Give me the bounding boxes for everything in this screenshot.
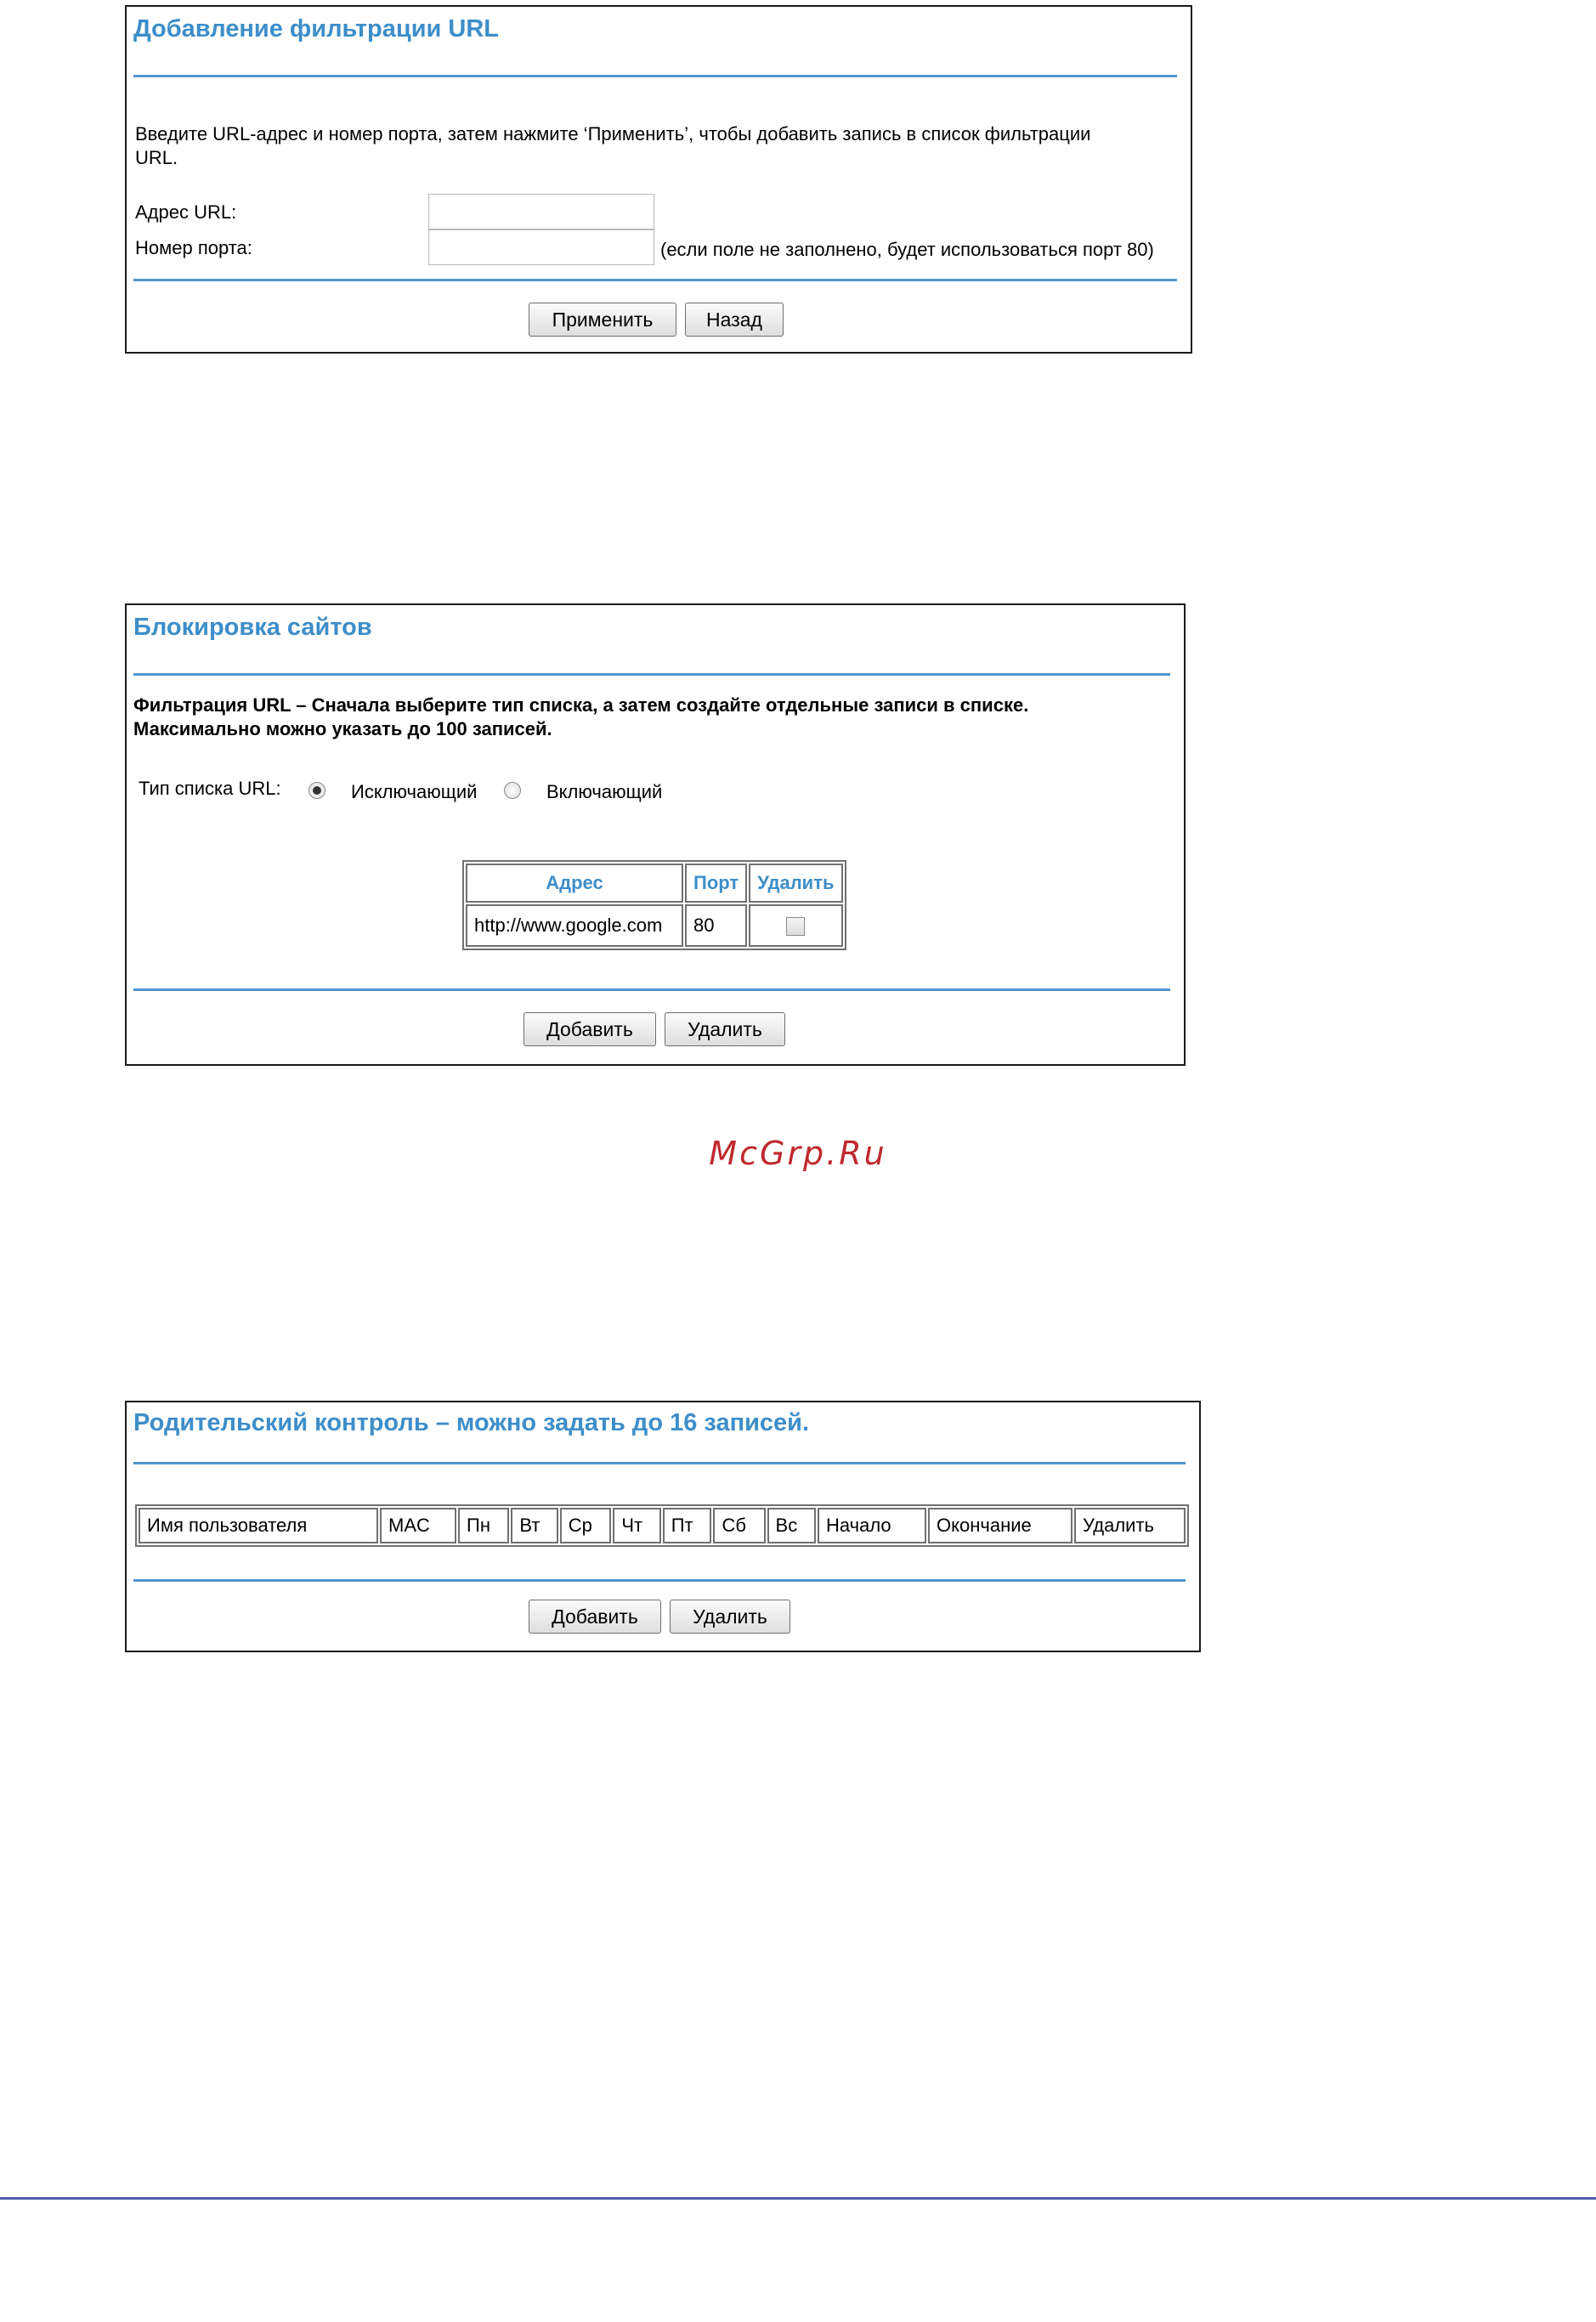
form-divider	[133, 279, 1177, 281]
back-button[interactable]: Назад	[685, 303, 784, 337]
url-label: Адрес URL:	[135, 201, 237, 223]
column-delete: Удалить	[749, 864, 842, 903]
parental-control-table	[135, 1504, 1189, 1547]
column-wed: Ср	[560, 1508, 612, 1543]
parental-control-panel	[125, 1401, 1201, 1652]
table-header-row	[466, 864, 843, 903]
url-address-cell: http://www.google.com	[466, 904, 683, 947]
column-delete: Удалить	[1074, 1508, 1186, 1543]
column-start: Начало	[818, 1508, 926, 1543]
filter-description: Фильтрация URL – Сначала выберите тип списка, а затем создайте отдельные записи в списке.	[133, 694, 1029, 716]
include-option-label[interactable]: Включающий	[546, 781, 663, 802]
exclude-option-label[interactable]: Исключающий	[351, 781, 478, 802]
delete-checkbox[interactable]	[786, 917, 805, 936]
url-input[interactable]	[428, 194, 654, 229]
table-divider	[133, 988, 1170, 991]
add-button[interactable]: Добавить	[529, 1600, 661, 1634]
delete-button[interactable]: Удалить	[670, 1600, 790, 1634]
title-divider	[133, 1462, 1186, 1464]
column-tue: Вт	[511, 1508, 557, 1543]
column-fri: Пт	[663, 1508, 712, 1543]
add-url-filter-panel	[125, 5, 1192, 354]
url-list-table	[462, 860, 846, 950]
column-username: Имя пользователя	[139, 1508, 378, 1543]
apply-button[interactable]: Применить	[529, 303, 676, 337]
column-end: Окончание	[928, 1508, 1072, 1543]
table-row	[466, 904, 843, 947]
site-blocking-panel	[125, 603, 1186, 1066]
add-button[interactable]: Добавить	[524, 1012, 656, 1046]
column-address: Адрес	[466, 864, 683, 903]
port-label: Номер порта:	[135, 237, 252, 258]
list-type-label: Тип списка URL:	[139, 778, 281, 799]
port-hint: (если поле не заполнено, будет использоваться порт 80)	[660, 239, 1154, 260]
url-delete-cell	[749, 904, 842, 947]
include-radio[interactable]	[504, 782, 521, 799]
column-thu: Чт	[613, 1508, 660, 1543]
title-divider	[133, 75, 1177, 77]
url-port-cell: 80	[685, 904, 747, 947]
table-divider	[133, 1579, 1186, 1582]
column-sat: Сб	[713, 1508, 765, 1543]
add-url-filter-title: Добавление фильтрации URL	[133, 15, 500, 42]
instruction-text: Введите URL-адрес и номер порта, затем нажмите ‘Применить’, чтобы добавить запись в список фильтрации	[135, 123, 1091, 144]
exclude-radio[interactable]	[308, 782, 325, 799]
instruction-text-cont: URL.	[135, 147, 178, 168]
column-mac: MAC	[380, 1508, 456, 1543]
title-divider	[133, 673, 1170, 676]
delete-button[interactable]: Удалить	[665, 1012, 785, 1046]
column-mon: Пн	[458, 1508, 509, 1543]
column-port: Порт	[685, 864, 747, 903]
table-header-row	[139, 1508, 1186, 1543]
column-sun: Вс	[767, 1508, 817, 1543]
footer-divider	[0, 2197, 1596, 2200]
site-blocking-title: Блокировка сайтов	[133, 614, 372, 641]
filter-description-cont: Максимально можно указать до 100 записей.	[133, 718, 552, 739]
watermark: McGrp.Ru	[709, 1135, 887, 1172]
port-input[interactable]	[428, 229, 654, 265]
parental-control-title: Родительский контроль – можно задать до 16 записей.	[133, 1409, 810, 1436]
